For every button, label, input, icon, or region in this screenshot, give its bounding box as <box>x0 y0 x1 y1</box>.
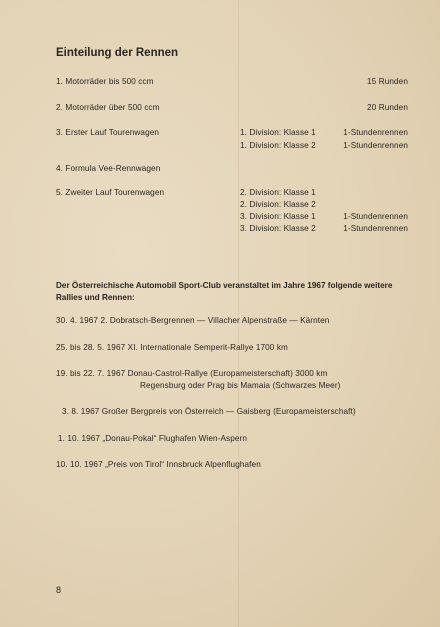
event-item: 19. bis 22. 7. 1967 Donau-Castrol-Rallye (Europameisterschaft) 3000 km <box>56 369 328 378</box>
race-5-division: 3. Division: Klasse 1 <box>240 212 316 221</box>
race-5-label: 5. Zweiter Lauf Tourenwagen <box>56 188 165 197</box>
event-item: 30. 4. 1967 2. Dobratsch-Bergrennen — Villacher Alpenstraße — Kärnten <box>56 316 330 325</box>
race-1-label: 1. Motorräder bis 500 ccm <box>56 77 154 86</box>
intro-line: Rallies und Rennen: <box>56 293 135 302</box>
event-item: 10. 10. 1967 „Preis von Tirol“ Innsbruck Alpenflughafen <box>56 460 261 469</box>
race-3-duration: 1-Stundenrennen <box>343 128 408 137</box>
page-heading: Einteilung der Rennen <box>56 47 179 59</box>
race-5-division: 2. Division: Klasse 1 <box>240 188 316 197</box>
event-item: 1. 10. 1967 „Donau-Pokal“ Flughafen Wien-Aspern <box>58 434 248 443</box>
race-5-division: 3. Division: Klasse 2 <box>240 224 316 233</box>
race-5-duration: 1-Stundenrennen <box>343 224 408 233</box>
race-1-duration: 15 Runden <box>367 77 408 86</box>
race-4-label: 4. Formula Vee-Rennwagen <box>56 164 161 173</box>
race-2-duration: 20 Runden <box>367 103 408 112</box>
event-item: 3. 8. 1967 Großer Bergpreis von Österreich — Gaisberg (Europameisterschaft) <box>62 407 356 416</box>
event-item-continuation: Regensburg oder Prag bis Mamaia (Schwarzes Meer) <box>140 381 341 390</box>
race-2-label: 2. Motorräder über 500 ccm <box>56 103 160 112</box>
race-3-division: 1. Division: Klasse 1 <box>240 128 316 137</box>
page-number: 8 <box>56 585 62 595</box>
race-3-duration: 1-Stundenrennen <box>343 141 408 150</box>
race-3-division: 1. Division: Klasse 2 <box>240 141 316 150</box>
race-3-label: 3. Erster Lauf Tourenwagen <box>56 128 160 137</box>
paper-fold <box>238 0 239 627</box>
race-5-division: 2. Division: Klasse 2 <box>240 200 316 209</box>
intro-line: Der Österreichische Automobil Sport-Club veranstaltet im Jahre 1967 folgende weitere <box>56 281 393 290</box>
race-5-duration: 1-Stundenrennen <box>343 212 408 221</box>
event-item: 25. bis 28. 5. 1967 XI. Internationale Semperit-Rallye 1700 km <box>56 343 288 352</box>
